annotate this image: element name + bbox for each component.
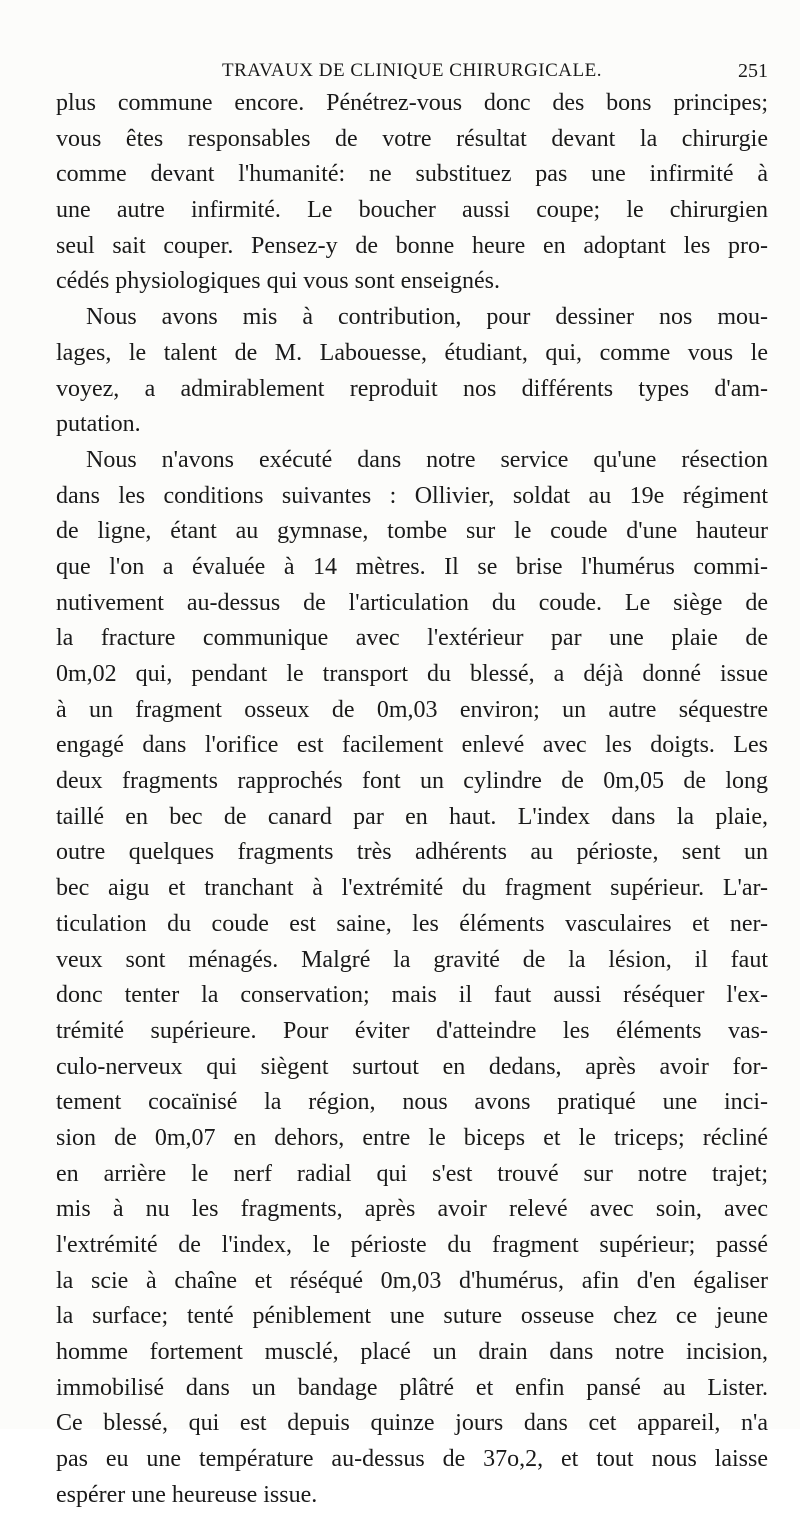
text-line: tement cocaïnisé la région, nous avons pratiqué une inci- xyxy=(56,1089,768,1116)
text-line: mis à nu les fragments, après avoir relevé avec soin, avec xyxy=(56,1196,768,1223)
text-line: homme fortement musclé, placé un drain dans notre incision, xyxy=(56,1339,768,1366)
text-line: putation. xyxy=(56,411,141,438)
text-line: deux fragments rapprochés font un cylindre de 0m,05 de long xyxy=(56,768,768,795)
text-line: espérer une heureuse issue. xyxy=(56,1481,318,1508)
text-line: la surface; tenté péniblement une suture osseuse chez ce jeune xyxy=(56,1303,768,1330)
text-line: culo-nerveux qui siègent surtout en dedans, après avoir for- xyxy=(56,1053,768,1080)
body-text xyxy=(56,86,768,1514)
text-line: veux sont ménagés. Malgré la gravité de la lésion, il faut xyxy=(56,946,768,973)
text-line: taillé en bec de canard par en haut. L'index dans la plaie, xyxy=(56,803,768,830)
text-line: voyez, a admirablement reproduit nos différents types d'am- xyxy=(56,375,768,402)
running-head xyxy=(56,56,768,86)
text-line: de ligne, étant au gymnase, tombe sur le coude d'une hauteur xyxy=(56,518,768,545)
text-line: seul sait couper. Pensez-y de bonne heure en adoptant les pro- xyxy=(56,232,768,259)
text-line: la fracture communique avec l'extérieur par une plaie de xyxy=(56,625,768,652)
text-line: l'extrémité de l'index, le périoste du fragment supérieur; passé xyxy=(56,1232,768,1258)
text-line: outre quelques fragments très adhérents au périoste, sent un xyxy=(56,839,768,866)
text-line: 0m,02 qui, pendant le transport du blessé, a déjà donné issue xyxy=(56,661,768,687)
text-line: la scie à chaîne et réséqué 0m,03 d'humérus, afin d'en égaliser xyxy=(56,1267,768,1294)
text-line: une autre infirmité. Le boucher aussi coupe; le chirurgien xyxy=(56,197,768,224)
page-number: 251 xyxy=(738,60,768,82)
text-line: nutivement au-dessus de l'articulation du coude. Le siège de xyxy=(56,589,768,616)
running-title: TRAVAUX DE CLINIQUE CHIRURGICALE. xyxy=(222,60,602,81)
text-line: à un fragment osseux de 0m,03 environ; un autre séquestre xyxy=(56,696,768,723)
text-line: ticulation du coude est saine, les éléments vasculaires et ner- xyxy=(56,910,768,937)
text-line: Nous avons mis à contribution, pour dessiner nos mou- xyxy=(86,304,768,331)
text-line: lages, le talent de M. Labouesse, étudiant, qui, comme vous le xyxy=(56,339,768,366)
text-line: donc tenter la conservation; mais il faut aussi réséquer l'ex- xyxy=(56,982,768,1009)
text-line: Nous n'avons exécuté dans notre service qu'une résection xyxy=(86,446,768,473)
text-line: immobilisé dans un bandage plâtré et enfin pansé au Lister. xyxy=(56,1374,768,1401)
text-line: bec aigu et tranchant à l'extrémité du fragment supérieur. L'ar- xyxy=(56,875,768,902)
text-line: sion de 0m,07 en dehors, entre le biceps et le triceps; récliné xyxy=(56,1124,768,1151)
text-line: engagé dans l'orifice est facilement enlevé avec les doigts. Les xyxy=(56,732,768,759)
text-line: dans les conditions suivantes : Ollivier, soldat au 19e régiment xyxy=(56,482,768,509)
text-line: en arrière le nerf radial qui s'est trouvé sur notre trajet; xyxy=(56,1160,768,1187)
text-line: cédés physiologiques qui vous sont enseignés. xyxy=(56,268,500,295)
text-line: trémité supérieure. Pour éviter d'atteindre les éléments vas- xyxy=(56,1017,768,1044)
text-line: plus commune encore. Pénétrez-vous donc des bons principes; xyxy=(56,90,768,116)
text-line: comme devant l'humanité: ne substituez pas une infirmité à xyxy=(56,161,768,188)
text-line: Ce blessé, qui est depuis quinze jours dans cet appareil, n'a xyxy=(56,1410,768,1437)
text-line: pas eu une température au-dessus de 37o,2, et tout nous laisse xyxy=(56,1446,768,1473)
text-line: que l'on a évaluée à 14 mètres. Il se brise l'humérus commi- xyxy=(56,553,768,580)
text-line: vous êtes responsables de votre résultat devant la chirurgie xyxy=(56,125,768,152)
